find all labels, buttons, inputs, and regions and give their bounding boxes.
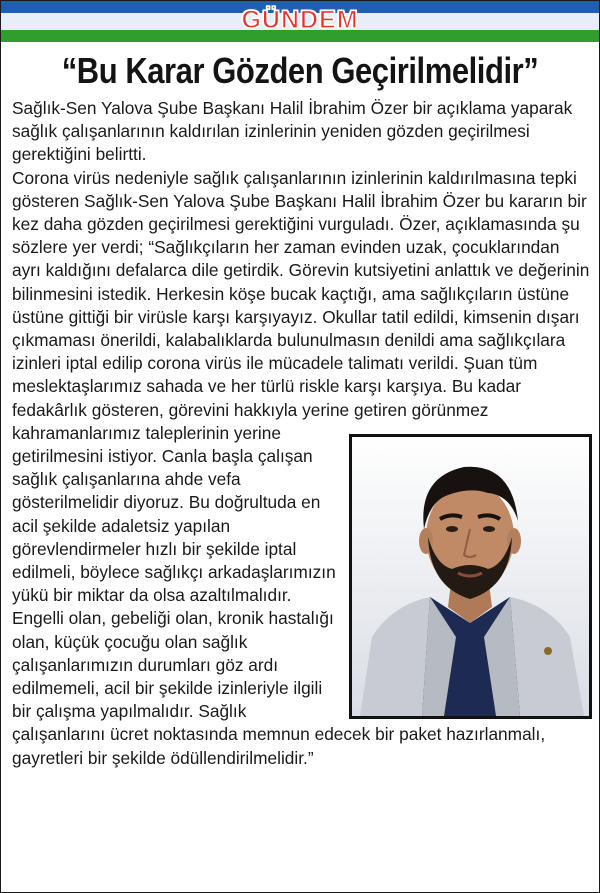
section-banner [1,1,599,42]
article-headline: “Bu Karar Gözden Geçirilmelidir” [61,50,539,91]
portrait-photo [349,434,592,719]
article-body [12,97,592,770]
article-paragraph-intro: Sağlık-Sen Yalova Şube Başkanı Halil İbrahim Özer bir açıklama yaparak sağlık çalışanlarının kaldırılan izinlerinin yeniden gözden geçirilmesi gerektiğini belirtti. [12,98,573,165]
section-label: GÜNDEM [241,6,359,34]
article-paragraph-main: Corona virüs nedeniyle sağlık çalışanlarının izinlerinin kaldırılmasına tepki gösteren Sağlık-Sen Yalova Şube Başkanı Halil İbrahim Özer bu kararın bir kez daha gözden geçirilmesi gerektiğini vurguladı. Özer, açıklamasında şu sözlere yer verdi; “Sağlıkçıların her zaman evinden uzak, çocuklarından ayrı kaldığını defalarca dile getirdik. Görevin kutsiyetini anlattık ve değerinin bilinmesini istedik. Herkesin köşe bucak kaçtığı, ama sağlıkçıların üstüne üstüne gittiği bir virüsle karşı karşıyayız. Okullar tatil edildi, kimsenin dışarı çıkmaması önerildi, kalabalıklarda bulunulmasın denildi ama sağlıkçılara izinleri iptal edilip corona virüs ile mücadele talimatı verildi. Şuan tüm meslektaşlarımız sahada ve her türlü riskle karşı karşıya. Bu kadar fedakârlık gösteren, görevini hakkıyla yerine getiren görünmez kahramanlarımız taleplerinin yerine getirilmesini istiyor. Canla başla çalışan sağlık çalışanlarına ahde vefa gösterilmelidir diyoruz. Bu doğrultuda en acil şekilde adaletsiz yapılan görevlendirmeler hızlı bir şekilde iptal edilmeli, böylece sağlıkçı arkadaşlarımızın yükü bir miktar da olsa azaltılmalıdır. Engelli olan, gebeliği olan, kronik hastalığı olan, küçük çocuğu olan sağlık çalışanlarımızın durumları göz ardı edilmemeli, acil bir şekilde izinleriyle ilgili bir çalışma yapılmalıdır. Sağlık çalışanlarını ücret noktasında memnun edecek bir paket hazırlanmalı, gayretleri bir şekilde ödüllendirilmelidir.” [12,167,590,768]
person-portrait-icon [352,437,589,716]
